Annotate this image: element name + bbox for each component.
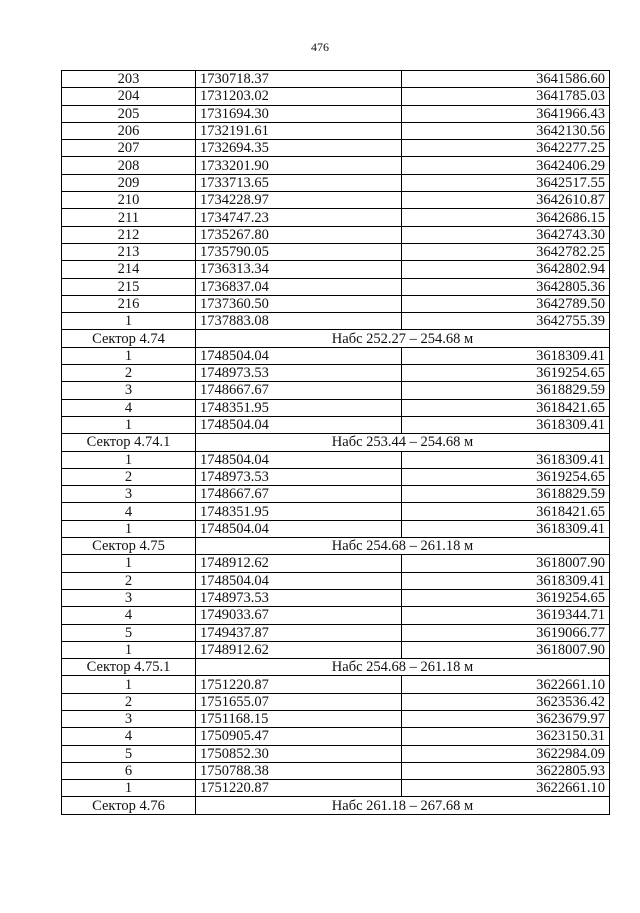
point-number: 3 bbox=[62, 382, 196, 399]
table-row bbox=[62, 71, 610, 88]
y-coordinate: 3618309.41 bbox=[402, 347, 610, 364]
table-row bbox=[62, 174, 610, 191]
table-row bbox=[62, 572, 610, 589]
table-row bbox=[62, 122, 610, 139]
point-number: 208 bbox=[62, 157, 196, 174]
table-row bbox=[62, 728, 610, 745]
sector-header-row bbox=[62, 330, 610, 347]
y-coordinate: 3622805.93 bbox=[402, 762, 610, 779]
sector-header-row bbox=[62, 659, 610, 676]
y-coordinate: 3642517.55 bbox=[402, 174, 610, 191]
x-coordinate: 1734228.97 bbox=[196, 192, 402, 209]
x-coordinate: 1748667.67 bbox=[196, 382, 402, 399]
x-coordinate: 1748912.62 bbox=[196, 555, 402, 572]
y-coordinate: 3618421.65 bbox=[402, 503, 610, 520]
x-coordinate: 1751220.87 bbox=[196, 676, 402, 693]
x-coordinate: 1750905.47 bbox=[196, 728, 402, 745]
y-coordinate: 3642277.25 bbox=[402, 140, 610, 157]
y-coordinate: 3623536.42 bbox=[402, 693, 610, 710]
point-number: 212 bbox=[62, 226, 196, 243]
x-coordinate: 1736313.34 bbox=[196, 261, 402, 278]
x-coordinate: 1748504.04 bbox=[196, 416, 402, 433]
sector-elevation-range: Набс 261.18 – 267.68 м bbox=[196, 797, 610, 814]
sector-name: Сектор 4.75 bbox=[62, 538, 196, 555]
point-number: 5 bbox=[62, 745, 196, 762]
point-number: 206 bbox=[62, 122, 196, 139]
y-coordinate: 3618421.65 bbox=[402, 399, 610, 416]
point-number: 4 bbox=[62, 399, 196, 416]
table-row bbox=[62, 555, 610, 572]
point-number: 207 bbox=[62, 140, 196, 157]
y-coordinate: 3642610.87 bbox=[402, 192, 610, 209]
y-coordinate: 3642755.39 bbox=[402, 313, 610, 330]
sector-elevation-range: Набс 252.27 – 254.68 м bbox=[196, 330, 610, 347]
sector-elevation-range: Набс 254.68 – 261.18 м bbox=[196, 538, 610, 555]
point-number: 1 bbox=[62, 451, 196, 468]
table-row bbox=[62, 295, 610, 312]
sector-name: Сектор 4.74 bbox=[62, 330, 196, 347]
x-coordinate: 1749033.67 bbox=[196, 607, 402, 624]
table-row bbox=[62, 365, 610, 382]
point-number: 3 bbox=[62, 710, 196, 727]
point-number: 204 bbox=[62, 88, 196, 105]
y-coordinate: 3622661.10 bbox=[402, 676, 610, 693]
sector-name: Сектор 4.75.1 bbox=[62, 659, 196, 676]
x-coordinate: 1735267.80 bbox=[196, 226, 402, 243]
table-row bbox=[62, 693, 610, 710]
table-row bbox=[62, 762, 610, 779]
point-number: 2 bbox=[62, 693, 196, 710]
table-row bbox=[62, 243, 610, 260]
y-coordinate: 3642406.29 bbox=[402, 157, 610, 174]
y-coordinate: 3618007.90 bbox=[402, 641, 610, 658]
table-row bbox=[62, 710, 610, 727]
x-coordinate: 1749437.87 bbox=[196, 624, 402, 641]
point-number: 3 bbox=[62, 486, 196, 503]
point-number: 4 bbox=[62, 503, 196, 520]
point-number: 3 bbox=[62, 589, 196, 606]
x-coordinate: 1748504.04 bbox=[196, 451, 402, 468]
x-coordinate: 1751220.87 bbox=[196, 780, 402, 797]
coordinates-table bbox=[61, 70, 610, 815]
x-coordinate: 1730718.37 bbox=[196, 71, 402, 88]
point-number: 2 bbox=[62, 572, 196, 589]
point-number: 214 bbox=[62, 261, 196, 278]
x-coordinate: 1748504.04 bbox=[196, 572, 402, 589]
x-coordinate: 1734747.23 bbox=[196, 209, 402, 226]
y-coordinate: 3623150.31 bbox=[402, 728, 610, 745]
x-coordinate: 1735790.05 bbox=[196, 243, 402, 260]
table-row bbox=[62, 226, 610, 243]
sector-header-row bbox=[62, 538, 610, 555]
y-coordinate: 3641785.03 bbox=[402, 88, 610, 105]
y-coordinate: 3619254.65 bbox=[402, 468, 610, 485]
x-coordinate: 1750852.30 bbox=[196, 745, 402, 762]
page-number: 476 bbox=[311, 40, 329, 54]
x-coordinate: 1731694.30 bbox=[196, 105, 402, 122]
point-number: 2 bbox=[62, 365, 196, 382]
x-coordinate: 1748667.67 bbox=[196, 486, 402, 503]
point-number: 205 bbox=[62, 105, 196, 122]
point-number: 203 bbox=[62, 71, 196, 88]
point-number: 1 bbox=[62, 347, 196, 364]
y-coordinate: 3618309.41 bbox=[402, 520, 610, 537]
point-number: 213 bbox=[62, 243, 196, 260]
x-coordinate: 1748973.53 bbox=[196, 589, 402, 606]
point-number: 1 bbox=[62, 555, 196, 572]
table-row bbox=[62, 589, 610, 606]
point-number: 211 bbox=[62, 209, 196, 226]
y-coordinate: 3642789.50 bbox=[402, 295, 610, 312]
y-coordinate: 3622661.10 bbox=[402, 780, 610, 797]
table-row bbox=[62, 486, 610, 503]
point-number: 4 bbox=[62, 728, 196, 745]
y-coordinate: 3622984.09 bbox=[402, 745, 610, 762]
y-coordinate: 3642130.56 bbox=[402, 122, 610, 139]
table-row bbox=[62, 347, 610, 364]
y-coordinate: 3619344.71 bbox=[402, 607, 610, 624]
point-number: 2 bbox=[62, 468, 196, 485]
sector-header-row bbox=[62, 797, 610, 814]
table-row bbox=[62, 278, 610, 295]
table-row bbox=[62, 140, 610, 157]
x-coordinate: 1731203.02 bbox=[196, 88, 402, 105]
coordinates-table-body bbox=[62, 71, 610, 815]
table-row bbox=[62, 468, 610, 485]
y-coordinate: 3618309.41 bbox=[402, 416, 610, 433]
y-coordinate: 3642686.15 bbox=[402, 209, 610, 226]
y-coordinate: 3618829.59 bbox=[402, 486, 610, 503]
table-row bbox=[62, 520, 610, 537]
table-row bbox=[62, 745, 610, 762]
y-coordinate: 3642805.36 bbox=[402, 278, 610, 295]
table-row bbox=[62, 313, 610, 330]
table-row bbox=[62, 209, 610, 226]
table-row bbox=[62, 676, 610, 693]
x-coordinate: 1750788.38 bbox=[196, 762, 402, 779]
sector-name: Сектор 4.76 bbox=[62, 797, 196, 814]
point-number: 216 bbox=[62, 295, 196, 312]
y-coordinate: 3641586.60 bbox=[402, 71, 610, 88]
table-row bbox=[62, 780, 610, 797]
y-coordinate: 3641966.43 bbox=[402, 105, 610, 122]
point-number: 5 bbox=[62, 624, 196, 641]
x-coordinate: 1748973.53 bbox=[196, 365, 402, 382]
sector-name: Сектор 4.74.1 bbox=[62, 434, 196, 451]
point-number: 1 bbox=[62, 676, 196, 693]
y-coordinate: 3619254.65 bbox=[402, 365, 610, 382]
table-row bbox=[62, 192, 610, 209]
y-coordinate: 3618007.90 bbox=[402, 555, 610, 572]
x-coordinate: 1748973.53 bbox=[196, 468, 402, 485]
point-number: 1 bbox=[62, 520, 196, 537]
point-number: 1 bbox=[62, 416, 196, 433]
point-number: 6 bbox=[62, 762, 196, 779]
y-coordinate: 3618309.41 bbox=[402, 572, 610, 589]
point-number: 1 bbox=[62, 780, 196, 797]
x-coordinate: 1732191.61 bbox=[196, 122, 402, 139]
point-number: 215 bbox=[62, 278, 196, 295]
sector-header-row bbox=[62, 434, 610, 451]
point-number: 1 bbox=[62, 641, 196, 658]
x-coordinate: 1751168.15 bbox=[196, 710, 402, 727]
y-coordinate: 3642802.94 bbox=[402, 261, 610, 278]
table-row bbox=[62, 261, 610, 278]
point-number: 1 bbox=[62, 313, 196, 330]
x-coordinate: 1732694.35 bbox=[196, 140, 402, 157]
x-coordinate: 1733713.65 bbox=[196, 174, 402, 191]
sector-elevation-range: Набс 253.44 – 254.68 м bbox=[196, 434, 610, 451]
sector-elevation-range: Набс 254.68 – 261.18 м bbox=[196, 659, 610, 676]
y-coordinate: 3642782.25 bbox=[402, 243, 610, 260]
table-row bbox=[62, 451, 610, 468]
table-row bbox=[62, 607, 610, 624]
x-coordinate: 1751655.07 bbox=[196, 693, 402, 710]
table-row bbox=[62, 88, 610, 105]
y-coordinate: 3623679.97 bbox=[402, 710, 610, 727]
table-row bbox=[62, 382, 610, 399]
x-coordinate: 1748912.62 bbox=[196, 641, 402, 658]
y-coordinate: 3618309.41 bbox=[402, 451, 610, 468]
point-number: 209 bbox=[62, 174, 196, 191]
x-coordinate: 1748351.95 bbox=[196, 503, 402, 520]
table-row bbox=[62, 624, 610, 641]
x-coordinate: 1736837.04 bbox=[196, 278, 402, 295]
table-row bbox=[62, 641, 610, 658]
x-coordinate: 1737883.08 bbox=[196, 313, 402, 330]
x-coordinate: 1737360.50 bbox=[196, 295, 402, 312]
x-coordinate: 1748504.04 bbox=[196, 520, 402, 537]
x-coordinate: 1733201.90 bbox=[196, 157, 402, 174]
x-coordinate: 1748504.04 bbox=[196, 347, 402, 364]
point-number: 210 bbox=[62, 192, 196, 209]
y-coordinate: 3642743.30 bbox=[402, 226, 610, 243]
y-coordinate: 3619066.77 bbox=[402, 624, 610, 641]
y-coordinate: 3619254.65 bbox=[402, 589, 610, 606]
table-row bbox=[62, 105, 610, 122]
point-number: 4 bbox=[62, 607, 196, 624]
table-row bbox=[62, 399, 610, 416]
table-row bbox=[62, 416, 610, 433]
table-row bbox=[62, 503, 610, 520]
table-row bbox=[62, 157, 610, 174]
y-coordinate: 3618829.59 bbox=[402, 382, 610, 399]
x-coordinate: 1748351.95 bbox=[196, 399, 402, 416]
